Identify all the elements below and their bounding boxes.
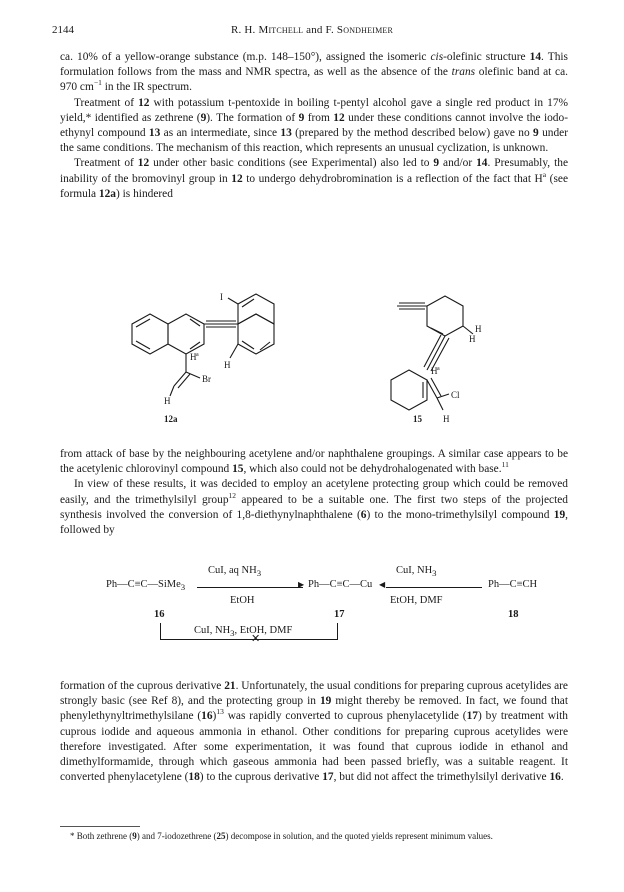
running-head xyxy=(52,24,572,40)
text-block-middle xyxy=(60,447,568,538)
structure-15 xyxy=(375,280,525,428)
atom-cl: Cl xyxy=(451,390,460,400)
cross-mark-icon: ✕ xyxy=(251,633,261,645)
reagent-1-bottom: EtOH xyxy=(230,595,255,606)
compound-number-16: 16 xyxy=(154,609,165,620)
compound-number-15: 15 xyxy=(413,414,422,424)
bottom-reagent: CuI, $NH_3$, EtOH, DMF xyxy=(194,625,293,639)
arrow-18-to-17 xyxy=(386,587,482,588)
compound-number-18: 18 xyxy=(508,609,519,620)
text-block-bottom xyxy=(60,679,568,785)
paragraph: from attack of base by the neighbouring acetylene and/or naphthalene groupings. A similar case appears to be the acetylenic chlorovinyl compound 15, which also could not be dehydrohalogenated with base.$^{11}$ xyxy=(60,448,568,476)
reagent-1-top: CuI, aq $NH_3$ xyxy=(208,565,262,579)
svg-text:a: a xyxy=(196,352,199,358)
compound-16: Ph—C≡C—SiMe$_3$ xyxy=(106,579,186,593)
svg-text:a: a xyxy=(437,366,440,372)
atom-h2: H xyxy=(164,396,171,406)
atom-h: H xyxy=(469,334,476,344)
reagent-2-bottom: EtOH, DMF xyxy=(390,595,443,606)
atom-h: H xyxy=(475,324,482,334)
compound-number-17: 17 xyxy=(334,609,345,620)
footnote xyxy=(60,830,568,842)
atom-ha: H xyxy=(431,366,438,376)
atom-ha: H xyxy=(190,352,197,362)
text-block-top xyxy=(60,50,568,202)
paragraph: formation of the cuprous derivative 21. Unfortunately, the usual conditions for preparing cuprous acetylides are strongly basic (see Ref 8), and the protecting group in 19 might thereby be removed. In fact, we found that phenylethynyltrimethylsilane $(16)^{13}$ was rapidly converted to cuprous phenylacetylide (17) by treatment with cuprous iodide and aqueous ammonia in ethanol. Other conditions for preparing cuprous acetylides were therefore investigated. After some experimentation, it was found that cuprous iodide in ethanol and dimethylformamide, through which gaseous ammonia had been passed briefly, was a suitable reagent. It converted phenylacetylene (18) to the cuprous derivative 17, but did not affect the trimethylsilyl derivative 16. xyxy=(60,680,568,784)
atom-h3: H xyxy=(443,414,450,424)
footnote-rule xyxy=(60,826,140,827)
page-number: 2144 xyxy=(52,24,74,36)
structure-12a xyxy=(120,280,290,428)
paragraph: In view of these results, it was decided to employ an acetylene protecting group which could be removed easily, and the trimethylsilyl group$^{12}$ appeared to be a suitable one. The first two steps of the projected synthesis involved the conversion of 1,8-diethynylnaphthalene (6) to the mono-trimethylsilyl compound 19, followed by xyxy=(60,478,568,537)
paragraph: ca. 10% of a yellow-orange substance (m.p. 148–150°), assigned the isomeric cis-olefinic structure 14. This formulation follows from the mass and NMR spectra, as well as the absence of the trans olefinic band at ca. 970 $cm^{-1}$ in the IR spectrum. xyxy=(60,51,568,94)
arrow-16-to-17 xyxy=(197,587,303,588)
running-head-authors: R. H. Mitchell and F. Sondheimer xyxy=(230,24,394,36)
atom-h: H xyxy=(224,360,231,370)
compound-number-12a: 12a xyxy=(164,414,178,424)
compound-17: Ph—C≡C—Cu xyxy=(308,579,373,590)
paragraph: Treatment of 12 with potassium t-pentoxide in boiling t-pentyl alcohol gave a single red product in 17% yield,* identified as zethrene (9). The formation of 9 from 12 under these conditions cannot involve the iodo-ethynyl compound 13 as an intermediate, since 13 (prepared by the method described below) gave no 9 under the same conditions. The mechanism of this reaction, which represents an unusual cyclization, is unknown. xyxy=(60,96,568,155)
atom-br: Br xyxy=(202,374,211,384)
reaction-scheme: CuI, aq $NH_3$ Ph—C≡C—SiMe$_3$ ▶ Ph—C≡C—Cu ◀ CuI, $NH_3$ Ph—C≡CH EtOH EtOH, DMF 16 17 18 CuI, $NH_3$, EtOH, DMF ✕ xyxy=(106,565,538,645)
atom-i: I xyxy=(220,292,223,302)
reagent-2-top: CuI, $NH_3$ xyxy=(396,565,437,579)
paragraph: Treatment of 12 under other basic conditions (see Experimental) also led to 9 and/or 14. Presumably, the inability of the bromovinyl group in 12 to undergo dehydrobromination is a reflection of the fact that $H^a$ (see formula 12a) is hindered xyxy=(60,157,569,200)
compound-18: Ph—C≡CH xyxy=(488,579,538,590)
paragraph: * Both zethrene (9) and 7-iodozethrene (25) decompose in solution, and the quoted yields represent minimum values. xyxy=(70,831,493,841)
